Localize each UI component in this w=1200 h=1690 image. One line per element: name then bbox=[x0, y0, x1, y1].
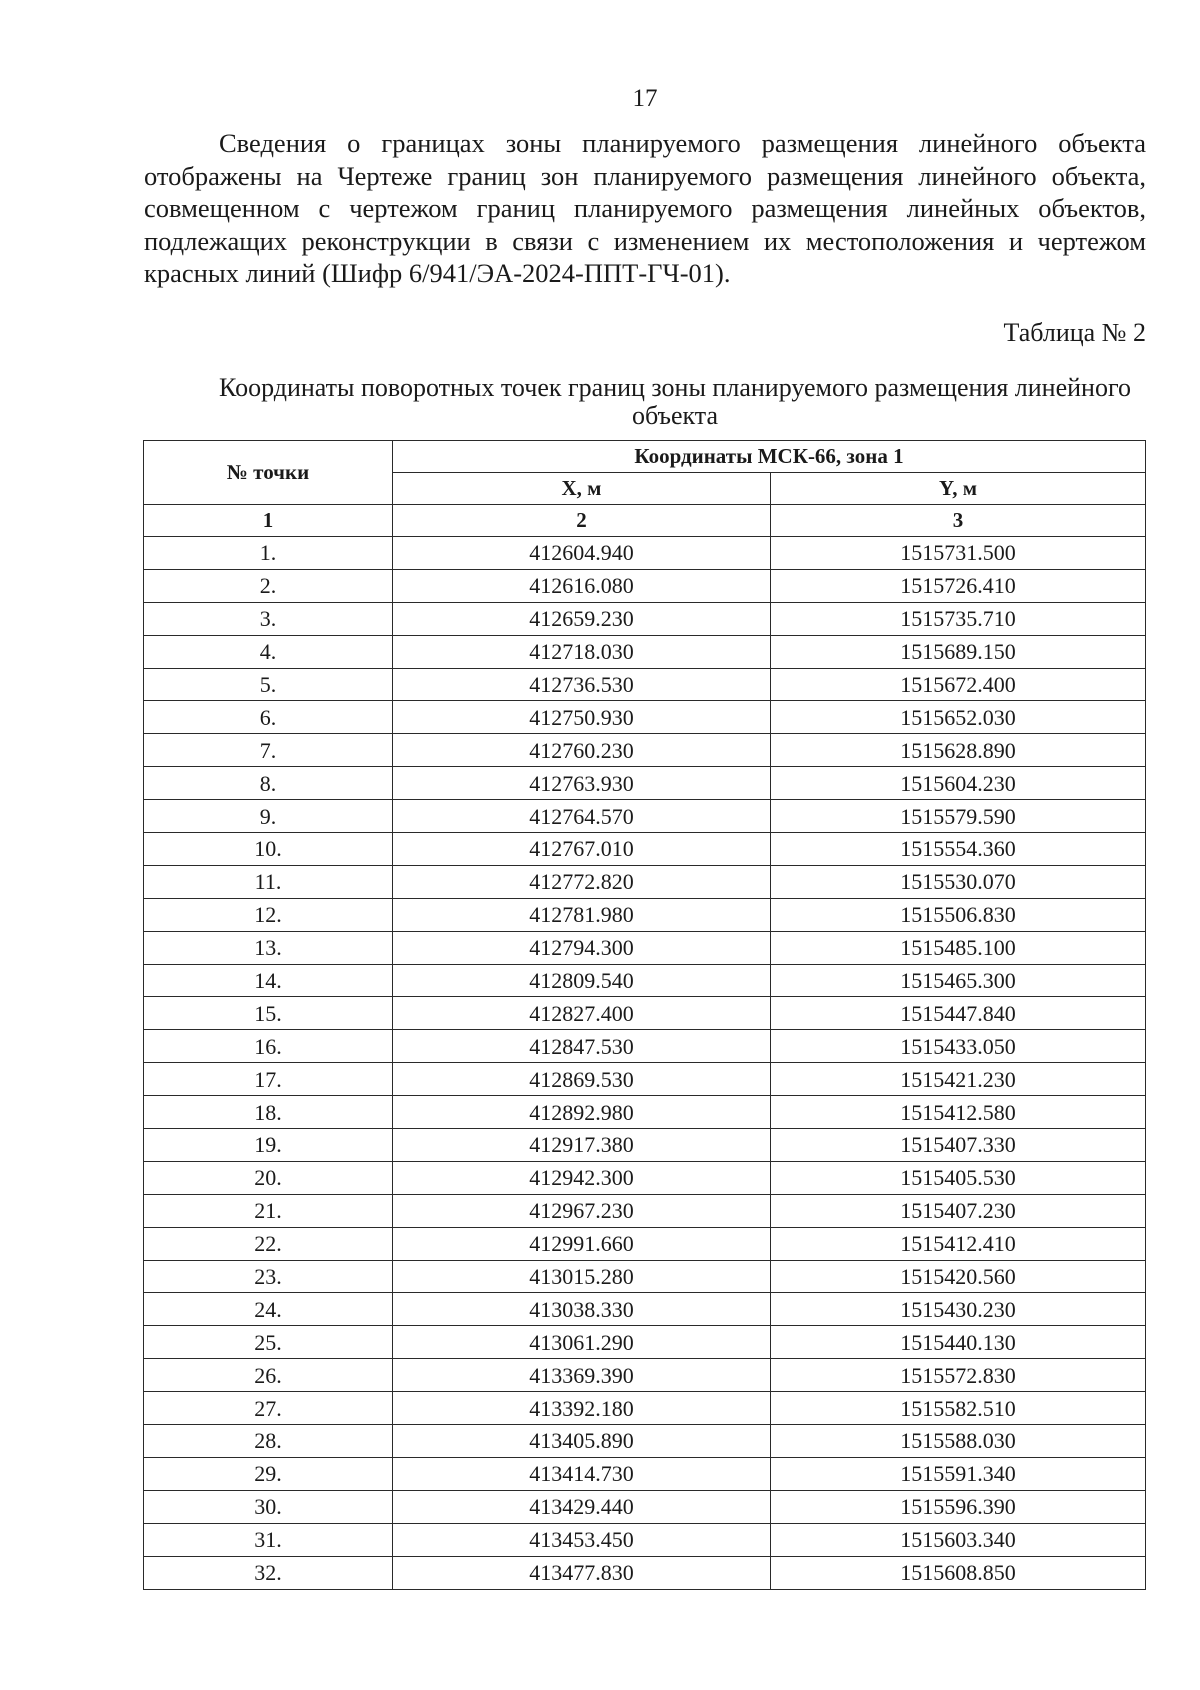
table-row bbox=[144, 1425, 1146, 1458]
cell-y: 1515596.390 bbox=[771, 1490, 1146, 1523]
cell-y: 1515735.710 bbox=[771, 602, 1146, 635]
table-row bbox=[144, 1293, 1146, 1326]
table-row bbox=[144, 1096, 1146, 1129]
cell-x: 413392.180 bbox=[393, 1392, 771, 1425]
cell-point-number: 8. bbox=[144, 767, 393, 800]
cell-x: 412917.380 bbox=[393, 1129, 771, 1162]
table-row bbox=[144, 964, 1146, 997]
cell-x: 412809.540 bbox=[393, 964, 771, 997]
cell-point-number: 17. bbox=[144, 1063, 393, 1096]
cell-y: 1515433.050 bbox=[771, 1030, 1146, 1063]
cell-point-number: 12. bbox=[144, 898, 393, 931]
table-row bbox=[144, 997, 1146, 1030]
cell-x: 413453.450 bbox=[393, 1523, 771, 1556]
cell-point-number: 32. bbox=[144, 1556, 393, 1589]
cell-point-number: 22. bbox=[144, 1227, 393, 1260]
table-row bbox=[144, 1326, 1146, 1359]
cell-y: 1515588.030 bbox=[771, 1425, 1146, 1458]
cell-y: 1515579.590 bbox=[771, 800, 1146, 833]
table-row bbox=[144, 569, 1146, 602]
cell-y: 1515572.830 bbox=[771, 1359, 1146, 1392]
cell-y: 1515430.230 bbox=[771, 1293, 1146, 1326]
table-row bbox=[144, 602, 1146, 635]
cell-y: 1515412.580 bbox=[771, 1096, 1146, 1129]
cell-y: 1515405.530 bbox=[771, 1161, 1146, 1194]
table-body bbox=[144, 537, 1146, 1590]
cell-y: 1515407.330 bbox=[771, 1129, 1146, 1162]
table-row bbox=[144, 833, 1146, 866]
cell-point-number: 6. bbox=[144, 701, 393, 734]
cell-x: 412847.530 bbox=[393, 1030, 771, 1063]
cell-x: 412869.530 bbox=[393, 1063, 771, 1096]
cell-y: 1515591.340 bbox=[771, 1457, 1146, 1490]
cell-point-number: 27. bbox=[144, 1392, 393, 1425]
cell-point-number: 3. bbox=[144, 602, 393, 635]
table-caption: Координаты поворотных точек границ зоны планируемого размещения линейного объекта bbox=[219, 373, 1131, 430]
table-row bbox=[144, 1227, 1146, 1260]
cell-point-number: 4. bbox=[144, 635, 393, 668]
cell-point-number: 2. bbox=[144, 569, 393, 602]
table-row bbox=[144, 1457, 1146, 1490]
table-label: Таблица № 2 bbox=[1003, 318, 1146, 347]
cell-y: 1515447.840 bbox=[771, 997, 1146, 1030]
cell-x: 413405.890 bbox=[393, 1425, 771, 1458]
cell-point-number: 21. bbox=[144, 1194, 393, 1227]
table-row bbox=[144, 1129, 1146, 1162]
table-row bbox=[144, 734, 1146, 767]
cell-y: 1515731.500 bbox=[771, 537, 1146, 570]
cell-point-number: 29. bbox=[144, 1457, 393, 1490]
header-point-number: № точки bbox=[144, 441, 393, 505]
cell-x: 412827.400 bbox=[393, 997, 771, 1030]
cell-y: 1515465.300 bbox=[771, 964, 1146, 997]
cell-x: 413061.290 bbox=[393, 1326, 771, 1359]
cell-x: 413015.280 bbox=[393, 1260, 771, 1293]
cell-x: 412736.530 bbox=[393, 668, 771, 701]
cell-x: 412750.930 bbox=[393, 701, 771, 734]
table-row bbox=[144, 1359, 1146, 1392]
cell-point-number: 24. bbox=[144, 1293, 393, 1326]
table-row bbox=[144, 635, 1146, 668]
cell-x: 412764.570 bbox=[393, 800, 771, 833]
cell-x: 413429.440 bbox=[393, 1490, 771, 1523]
table-row bbox=[144, 1194, 1146, 1227]
cell-x: 413414.730 bbox=[393, 1457, 771, 1490]
header-col-number-2: 2 bbox=[393, 505, 771, 537]
cell-y: 1515726.410 bbox=[771, 569, 1146, 602]
table-row bbox=[144, 1523, 1146, 1556]
table-row bbox=[144, 668, 1146, 701]
cell-point-number: 20. bbox=[144, 1161, 393, 1194]
cell-point-number: 23. bbox=[144, 1260, 393, 1293]
cell-point-number: 10. bbox=[144, 833, 393, 866]
cell-point-number: 11. bbox=[144, 865, 393, 898]
cell-y: 1515530.070 bbox=[771, 865, 1146, 898]
cell-y: 1515628.890 bbox=[771, 734, 1146, 767]
header-col-number-3: 3 bbox=[771, 505, 1146, 537]
cell-y: 1515421.230 bbox=[771, 1063, 1146, 1096]
cell-point-number: 9. bbox=[144, 800, 393, 833]
cell-point-number: 13. bbox=[144, 931, 393, 964]
table-row bbox=[144, 1063, 1146, 1096]
table-row bbox=[144, 1260, 1146, 1293]
cell-x: 412763.930 bbox=[393, 767, 771, 800]
cell-y: 1515412.410 bbox=[771, 1227, 1146, 1260]
page-number: 17 bbox=[632, 85, 658, 112]
cell-x: 412760.230 bbox=[393, 734, 771, 767]
cell-y: 1515485.100 bbox=[771, 931, 1146, 964]
table-row bbox=[144, 865, 1146, 898]
cell-y: 1515689.150 bbox=[771, 635, 1146, 668]
cell-x: 412794.300 bbox=[393, 931, 771, 964]
table-row bbox=[144, 1161, 1146, 1194]
cell-y: 1515420.560 bbox=[771, 1260, 1146, 1293]
cell-x: 412718.030 bbox=[393, 635, 771, 668]
cell-point-number: 31. bbox=[144, 1523, 393, 1556]
table-row bbox=[144, 800, 1146, 833]
cell-y: 1515604.230 bbox=[771, 767, 1146, 800]
intro-paragraph: Сведения о границах зоны планируемого размещения линейного объекта отображены на Чертеже границ зон планируемого размещения линейного объекта, совмещенном с чертежом границ планируемого размещения линейных объектов, подлежащих реконструкции в связи с изменением их местоположения и чертежом красных линий (Шифр 6/941/ЭА-2024-ППТ-ГЧ-01). bbox=[144, 128, 1146, 288]
cell-y: 1515440.130 bbox=[771, 1326, 1146, 1359]
table-row bbox=[144, 767, 1146, 800]
cell-x: 413369.390 bbox=[393, 1359, 771, 1392]
table-row bbox=[144, 701, 1146, 734]
table-row bbox=[144, 898, 1146, 931]
cell-x: 412659.230 bbox=[393, 602, 771, 635]
cell-point-number: 30. bbox=[144, 1490, 393, 1523]
cell-x: 412967.230 bbox=[393, 1194, 771, 1227]
cell-point-number: 1. bbox=[144, 537, 393, 570]
cell-y: 1515582.510 bbox=[771, 1392, 1146, 1425]
cell-point-number: 7. bbox=[144, 734, 393, 767]
cell-y: 1515407.230 bbox=[771, 1194, 1146, 1227]
table-row bbox=[144, 537, 1146, 570]
cell-x: 412767.010 bbox=[393, 833, 771, 866]
cell-x: 412616.080 bbox=[393, 569, 771, 602]
cell-point-number: 19. bbox=[144, 1129, 393, 1162]
cell-x: 412942.300 bbox=[393, 1161, 771, 1194]
header-coordinates-group: Координаты МСК-66, зона 1 bbox=[393, 441, 1146, 473]
cell-x: 412991.660 bbox=[393, 1227, 771, 1260]
cell-point-number: 14. bbox=[144, 964, 393, 997]
cell-point-number: 25. bbox=[144, 1326, 393, 1359]
table-row bbox=[144, 1490, 1146, 1523]
cell-y: 1515652.030 bbox=[771, 701, 1146, 734]
header-x: X, м bbox=[393, 473, 771, 505]
cell-x: 412892.980 bbox=[393, 1096, 771, 1129]
cell-y: 1515672.400 bbox=[771, 668, 1146, 701]
cell-point-number: 18. bbox=[144, 1096, 393, 1129]
cell-x: 413038.330 bbox=[393, 1293, 771, 1326]
cell-x: 412772.820 bbox=[393, 865, 771, 898]
cell-y: 1515608.850 bbox=[771, 1556, 1146, 1589]
cell-x: 412781.980 bbox=[393, 898, 771, 931]
cell-x: 413477.830 bbox=[393, 1556, 771, 1589]
header-col-number-1: 1 bbox=[144, 505, 393, 537]
header-y: Y, м bbox=[771, 473, 1146, 505]
coordinates-table bbox=[143, 440, 1146, 1590]
table-row bbox=[144, 931, 1146, 964]
cell-x: 412604.940 bbox=[393, 537, 771, 570]
cell-y: 1515603.340 bbox=[771, 1523, 1146, 1556]
table-row bbox=[144, 1030, 1146, 1063]
table-row bbox=[144, 1556, 1146, 1589]
cell-point-number: 26. bbox=[144, 1359, 393, 1392]
cell-point-number: 16. bbox=[144, 1030, 393, 1063]
cell-point-number: 28. bbox=[144, 1425, 393, 1458]
cell-point-number: 15. bbox=[144, 997, 393, 1030]
cell-y: 1515506.830 bbox=[771, 898, 1146, 931]
cell-point-number: 5. bbox=[144, 668, 393, 701]
table-row bbox=[144, 1392, 1146, 1425]
cell-y: 1515554.360 bbox=[771, 833, 1146, 866]
